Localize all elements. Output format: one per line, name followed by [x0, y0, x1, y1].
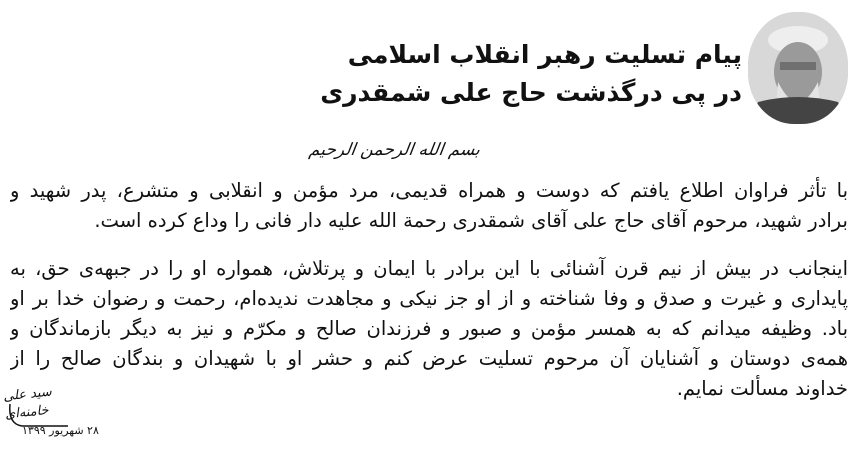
paragraph-1	[10, 176, 848, 236]
text-line: خداوند مسألت نمایم.	[676, 377, 848, 400]
text-line: باد. وظیفه میدانم که به همسر مؤمن و صبور و فرزندان صالح و مکرّم و نیز به دیگر بازماندگان و	[10, 317, 848, 340]
paragraph-2	[10, 254, 848, 404]
headline	[320, 36, 742, 112]
portrait-photo	[748, 12, 848, 124]
basmala-handwriting: بسم الله الرحمن الرحیم	[307, 140, 482, 160]
text-line: اینجانب در بیش از نیم قرن آشنائی با این برادر با ایمان و پرتلاش، همواره او را در جبهه‌ی حق، به	[10, 257, 848, 280]
headline-line-1: پیام تسلیت رهبر انقلاب اسلامی	[347, 40, 742, 69]
text-line: با تأثر فراوان اطلاع یافتم که دوست و همراه قدیمی، مرد مؤمن و انقلابی و متشرع، پدر شهید و	[10, 179, 848, 202]
text-line: برادر شهید، مرحوم آقای حاج علی آقای شمقدری رحمة الله علیه دار فانی را وداع کرده است.	[94, 209, 848, 232]
signature-date: ۲۸ شهریور ۱۳۹۹	[22, 424, 99, 437]
text-line: همه‌ی دوستان و آشنایان آن مرحوم تسلیت عرض کنم و حشر او با شهیدان و بندگان صالح را از	[10, 347, 848, 370]
headline-line-2: در پی درگذشت حاج علی شمقدری	[320, 78, 742, 107]
text-line: پایداری و غیرت و صدق و وفا شناخته و از او جز نیکی و مجاهدت ندیده‌ام، رحمت و رضوان خدا بر او	[10, 287, 848, 310]
signature-handwriting: سید علی خامنه‌ای	[2, 384, 53, 423]
